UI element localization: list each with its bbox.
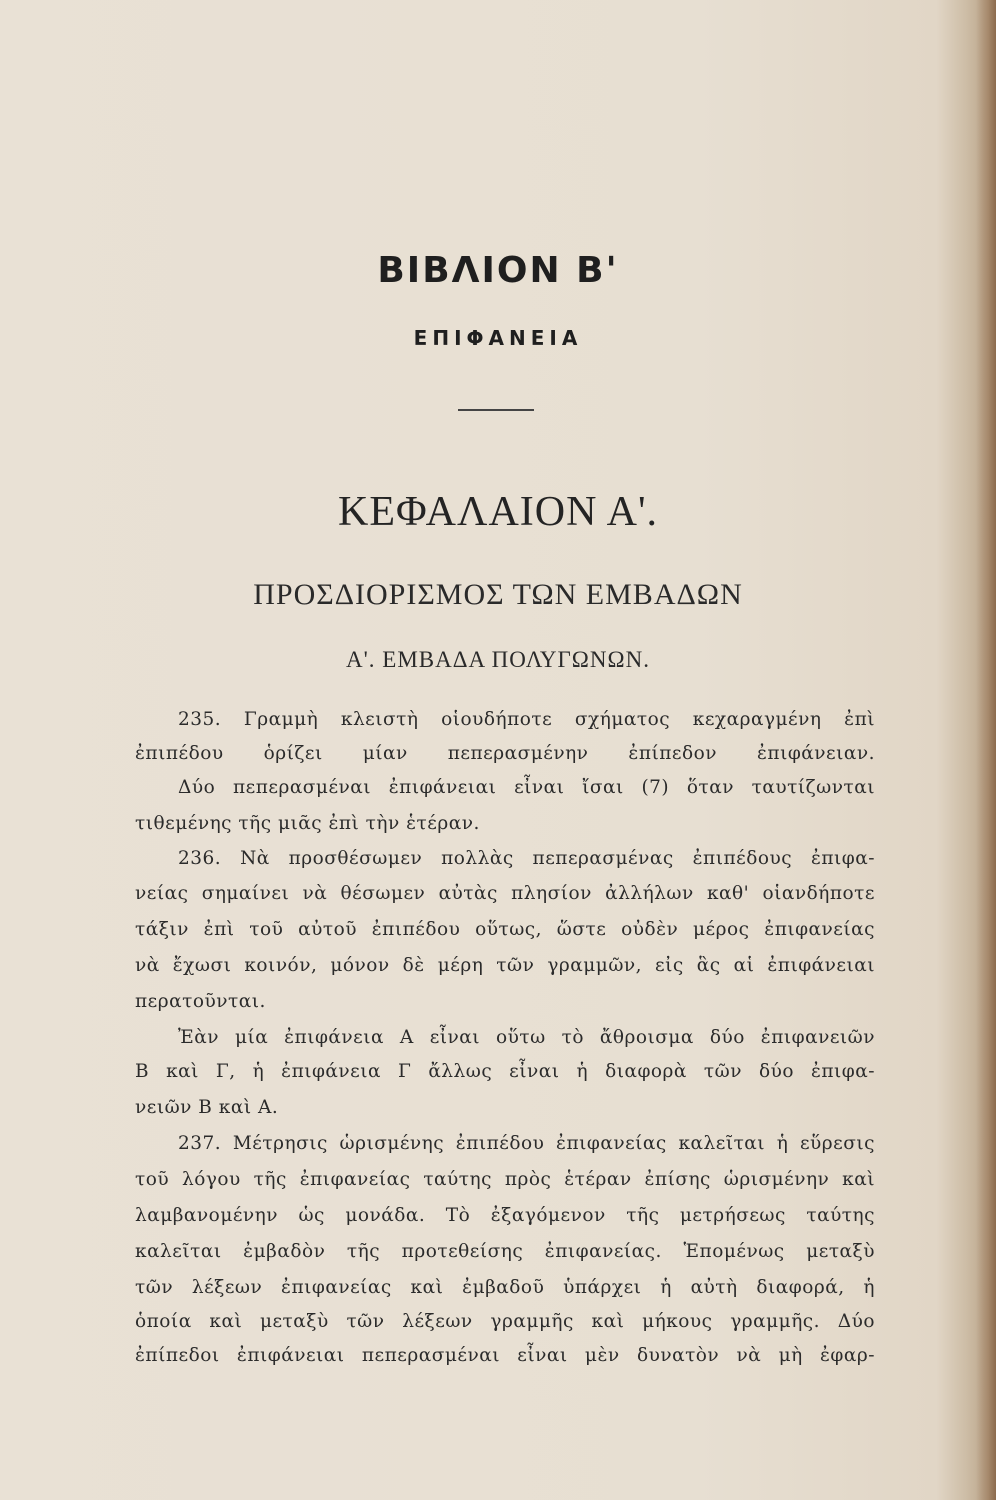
body-line: λαμβανομένην ὡς μονάδα. Τὸ ἐξαγόμενον τῆς μετρήσεως ταύτης [135,1205,875,1226]
body-line: ἐπιπέδου ὁρίζει μίαν πεπερασμένην ἐπίπεδον ἐπιφάνειαν. [135,743,875,764]
section-title: ΠΡΟΣΔΙΟΡΙΣΜΟΣ ΤΩΝ ΕΜΒΑΔΩΝ [253,578,743,611]
body-line: 237. Μέτρησις ὡρισμένης ἐπιπέδου ἐπιφανείας καλεῖται ἡ εὕρεσις [178,1133,875,1154]
body-line: ἐπίπεδοι ἐπιφάνειαι πεπερασμέναι εἶναι μὲν δυνατὸν νὰ μὴ ἐφαρ- [135,1345,875,1366]
decorative-rule [458,409,534,411]
page-edge-shadow [976,0,996,1500]
body-line: Ἐὰν μία ἐπιφάνεια Α εἶναι οὕτω τὸ ἄθροισμα δύο ἐπιφανειῶν [178,1027,875,1048]
body-line: περατοῦνται. [135,991,266,1012]
body-line: 235. Γραμμὴ κλειστὴ οἱουδήποτε σχήματος κεχαραγμένη ἐπὶ [178,709,875,730]
body-line: τάξιν ἐπὶ τοῦ αὐτοῦ ἐπιπέδου οὕτως, ὥστε οὐδὲν μέρος ἐπιφανείας [135,919,875,940]
body-line: νειῶν Β καὶ Α. [135,1097,279,1118]
book-title: ΒΙΒΛΙΟΝ Β' [377,250,619,291]
body-line: νείας σημαίνει νὰ θέσωμεν αὐτὰς πλησίον ἀλλήλων καθ' οἱανδήποτε [135,883,875,904]
body-line: νὰ ἔχωσι κοινόν, μόνον δὲ μέρη τῶν γραμμῶν, εἰς ἃς αἱ ἐπιφάνειαι [135,955,875,976]
body-line: Β καὶ Γ, ἡ ἐπιφάνεια Γ ἄλλως εἶναι ἡ διαφορὰ τῶν δύο ἐπιφα- [135,1061,875,1082]
book-subtitle: ΕΠΙΦΑΝΕΙΑ [413,326,583,350]
body-line: ὁποία καὶ μεταξὺ τῶν λέξεων γραμμῆς καὶ μήκους γραμμῆς. Δύο [135,1311,875,1332]
body-line: 236. Νὰ προσθέσωμεν πολλὰς πεπερασμένας ἐπιπέδους ἐπιφα- [178,848,875,869]
subsection-title: Α'. ΕΜΒΑΔΑ ΠΟΛΥΓΩΝΩΝ. [346,647,650,672]
body-line: Δύο πεπερασμέναι ἐπιφάνειαι εἶναι ἴσαι (7) ὅταν ταυτίζωνται [178,777,875,798]
body-line: τοῦ λόγου τῆς ἐπιφανείας ταύτης πρὸς ἑτέραν ἐπίσης ὡρισμένην καὶ [135,1169,875,1190]
chapter-title: ΚΕΦΑΛΑΙΟΝ Α'. [337,489,659,535]
body-line: τῶν λέξεων ἐπιφανείας καὶ ἐμβαδοῦ ὑπάρχει ἡ αὐτὴ διαφορά, ἡ [135,1277,875,1298]
body-line: καλεῖται ἐμβαδὸν τῆς προτεθείσης ἐπιφανείας. Ἑπομένως μεταξὺ [135,1241,875,1262]
body-line: τιθεμένης τῆς μιᾶς ἐπὶ τὴν ἑτέραν. [135,813,480,834]
